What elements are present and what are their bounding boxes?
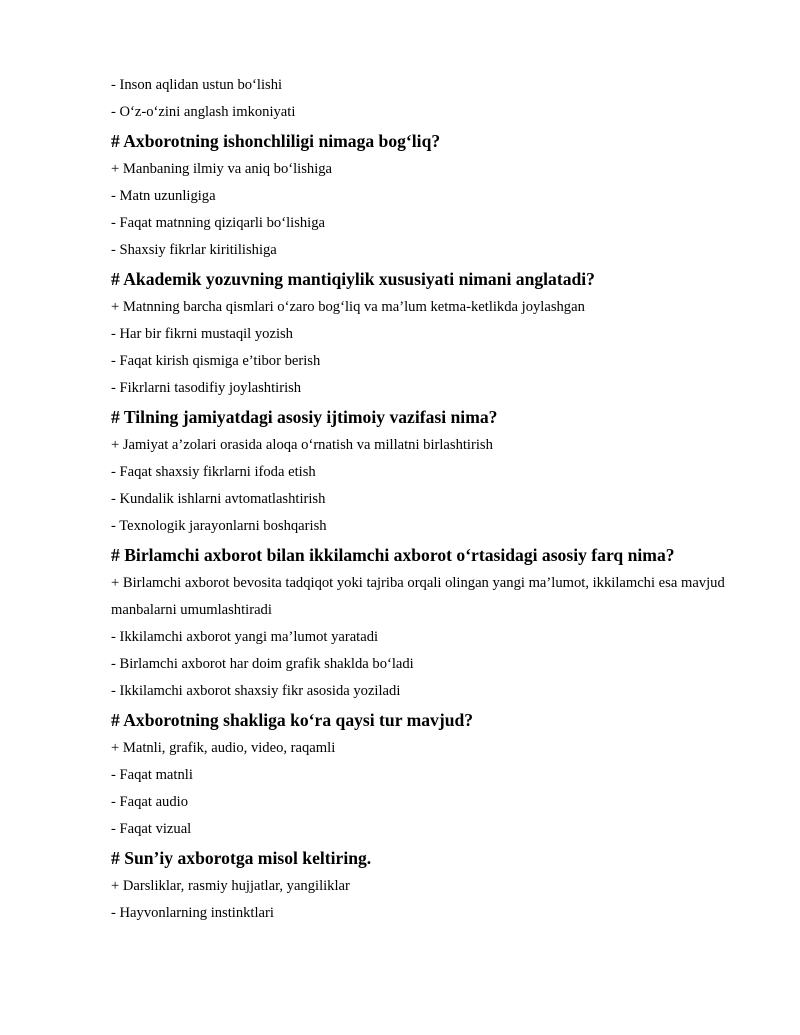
answer-option: - Faqat shaxsiy fikrlarni ifoda etish — [111, 464, 316, 480]
question-heading: # Akademik yozuvning mantiqiylik xususiyati nimani anglatadi? — [111, 269, 595, 289]
answer-option: - Texnologik jarayonlarni boshqarish — [111, 518, 327, 534]
answer-option: + Manbaning ilmiy va aniq bo‘lishiga — [111, 161, 333, 177]
answer-option: + Birlamchi axborot bevosita tadqiqot yoki tajriba orqali olingan yangi ma’lumot, ikkilamchi esa mavjud manbalarni umumlashtiradi — [111, 575, 725, 618]
question-heading: # Tilning jamiyatdagi asosiy ijtimoiy vazifasi nima? — [111, 407, 498, 427]
answer-option: - Faqat matnli — [111, 767, 193, 783]
answer-option: - Ikkilamchi axborot yangi ma’lumot yaratadi — [111, 629, 379, 645]
answer-option: - Faqat kirish qismiga e’tibor berish — [111, 353, 321, 369]
question-heading: # Birlamchi axborot bilan ikkilamchi axborot o‘rtasidagi asosiy farq nima? — [111, 545, 675, 565]
answer-option: - Hayvonlarning instinktlari — [111, 905, 274, 921]
answer-option: - Shaxsiy fikrlar kiritilishiga — [111, 242, 277, 258]
answer-option: - Birlamchi axborot har doim grafik shaklda bo‘ladi — [111, 656, 414, 672]
question-heading: # Sun’iy axborotga misol keltiring. — [111, 848, 372, 868]
answer-option: - Fikrlarni tasodifiy joylashtirish — [111, 380, 302, 396]
answer-option: - Ikkilamchi axborot shaxsiy fikr asosida yoziladi — [111, 683, 401, 699]
question-heading: # Axborotning shakliga ko‘ra qaysi tur mavjud? — [111, 710, 474, 730]
answer-option: - Faqat audio — [111, 794, 189, 810]
answer-option: + Jamiyat a’zolari orasida aloqa o‘rnatish va millatni birlashtirish — [111, 437, 493, 453]
answer-option: - Faqat matnning qiziqarli bo‘lishiga — [111, 215, 325, 231]
quiz-content — [111, 72, 731, 927]
answer-option: - Kundalik ishlarni avtomatlashtirish — [111, 491, 326, 507]
answer-option: - Matn uzunligiga — [111, 188, 216, 204]
answer-option: + Darsliklar, rasmiy hujjatlar, yangiliklar — [111, 878, 350, 894]
answer-option: - Inson aqlidan ustun bo‘lishi — [111, 77, 283, 93]
question-heading: # Axborotning ishonchliligi nimaga bog‘liq? — [111, 131, 441, 151]
answer-option: - Har bir fikrni mustaqil yozish — [111, 326, 293, 342]
answer-option: + Matnli, grafik, audio, video, raqamli — [111, 740, 336, 756]
answer-option: - Faqat vizual — [111, 821, 192, 837]
answer-option: - O‘z-o‘zini anglash imkoniyati — [111, 104, 296, 120]
answer-option: + Matnning barcha qismlari o‘zaro bog‘liq va ma’lum ketma-ketlikda joylashgan — [111, 299, 585, 315]
